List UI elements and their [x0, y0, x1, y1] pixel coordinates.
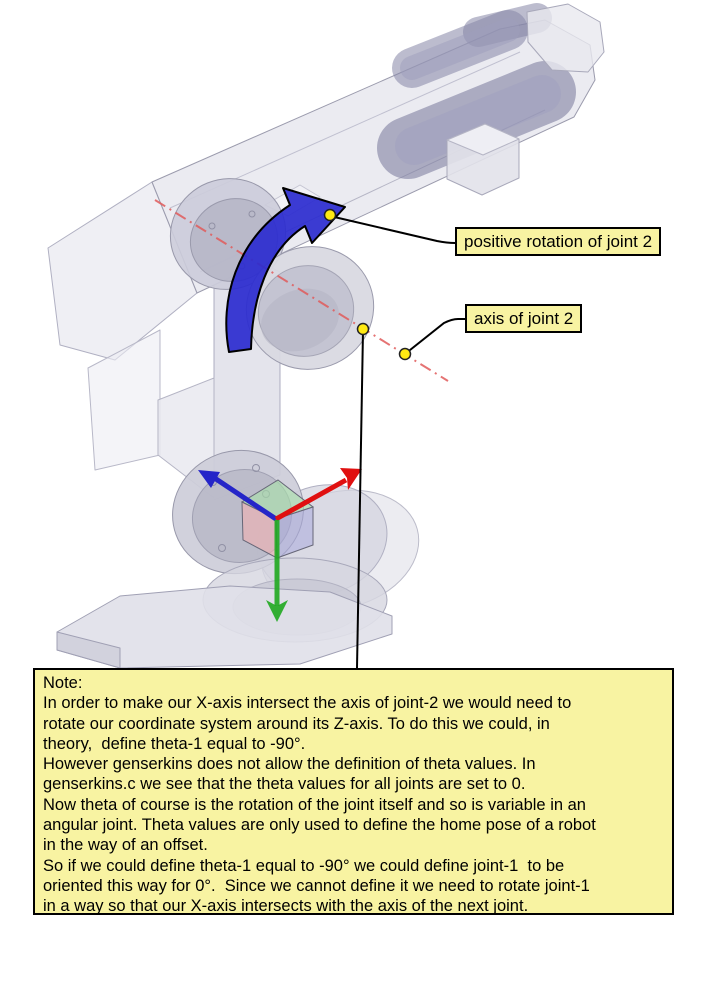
note-line: in the way of an offset.: [43, 836, 208, 855]
note-line: in a way so that our X-axis intersects with the axis of the next joint.: [43, 897, 529, 916]
note-line: oriented this way for 0°. Since we cannot define it we need to rotate joint-1: [43, 876, 590, 895]
leader-positive-rotation: [330, 216, 455, 243]
label-positive-rotation: positive rotation of joint 2: [455, 227, 661, 256]
axis-marker-dot: [358, 324, 369, 335]
note-line: angular joint. Theta values are only used to define the home pose of a robot: [43, 816, 596, 835]
note-box: [33, 668, 674, 915]
leader-axis-of-joint: [405, 319, 466, 354]
axis-marker-dot: [400, 349, 411, 360]
note-line: Note:: [43, 674, 83, 692]
note-line: genserkins.c we see that the theta values for all joints are set to 0.: [43, 775, 526, 794]
note-line: However genserkins does not allow the definition of theta values. In: [43, 755, 536, 774]
note-line: So if we could define theta-1 equal to -90° we could define joint-1 to be: [43, 856, 565, 875]
note-line: rotate our coordinate system around its Z-axis. To do this we could, in: [43, 714, 550, 733]
axis-marker-dot: [325, 210, 336, 221]
label-axis-of-joint: axis of joint 2: [465, 304, 582, 333]
robot-arm: [48, 4, 604, 668]
note-line: theory, define theta-1 equal to -90°.: [43, 734, 306, 753]
note-line: Now theta of course is the rotation of the joint itself and so is variable in an: [43, 795, 586, 814]
note-line: In order to make our X-axis intersect the axis of joint-2 we would need to: [43, 694, 572, 713]
